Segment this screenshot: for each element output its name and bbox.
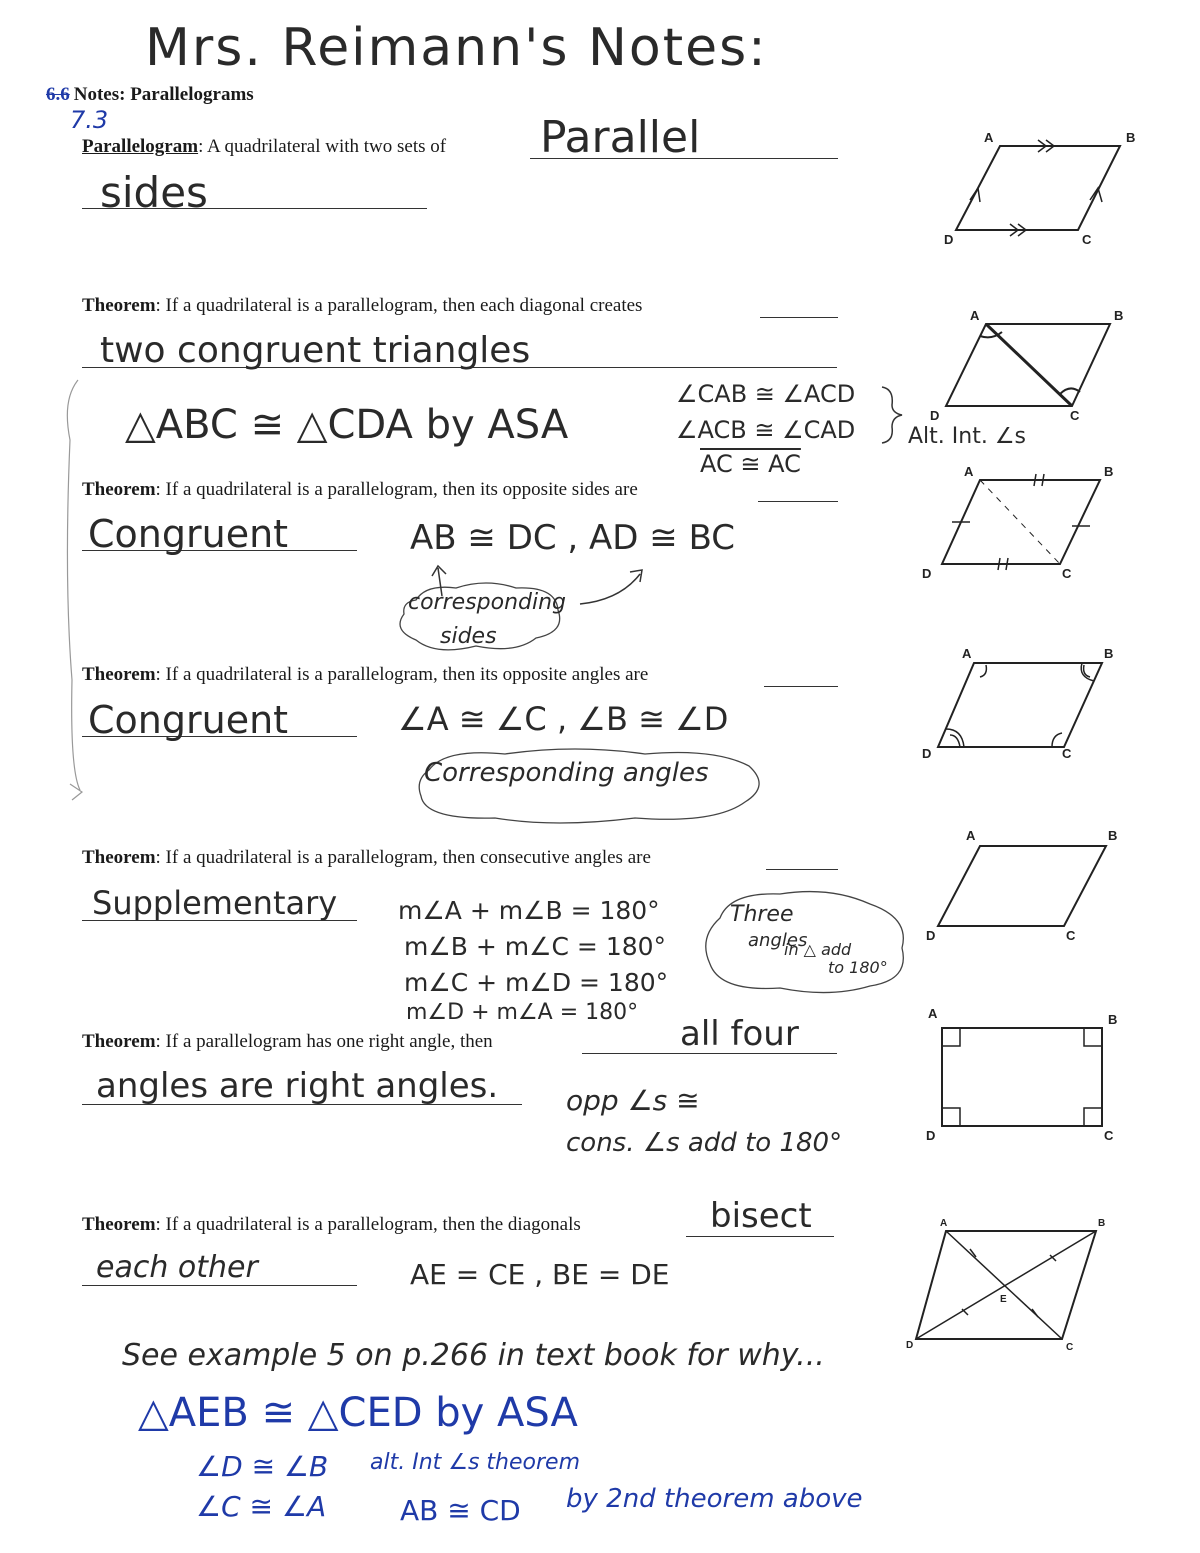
theorem-4-note-1: Three <box>730 902 794 927</box>
figure-5-label-c: C <box>1066 928 1076 943</box>
theorem-1-proof: △ABC ≅ △CDA by ASA <box>125 402 569 448</box>
figure-4-label-d: D <box>922 746 932 761</box>
parallelogram-figure-2 <box>930 310 1130 420</box>
figure-4-label-a: A <box>962 646 972 661</box>
theorem-lead: Theorem <box>82 847 156 868</box>
arrow-icon <box>420 560 660 610</box>
definition-body: : A quadrilateral with two sets of <box>198 136 447 157</box>
theorem-1-body: : If a quadrilateral is a parallelogram, then each diagonal creates <box>155 295 643 316</box>
theorem-3-detail: ∠A ≅ ∠C , ∠B ≅ ∠D <box>398 700 729 738</box>
footer-sides: AB ≅ CD <box>400 1494 521 1527</box>
section-number: 6.6 <box>46 84 70 105</box>
figure-6-label-b: B <box>1108 1012 1118 1027</box>
footer-proof: △AEB ≅ △CED by ASA <box>138 1390 578 1436</box>
theorem-2-text <box>82 479 638 501</box>
theorem-4-note-4: to 180° <box>828 958 888 977</box>
figure-4-label-c: C <box>1062 746 1072 761</box>
theorem-1-reason: Alt. Int. ∠s <box>908 424 1027 449</box>
figure-6-label-c: C <box>1104 1128 1114 1143</box>
definition-answer-2: sides <box>100 168 208 217</box>
theorem-5-answer-1: all four <box>680 1014 799 1054</box>
figure-3-label-a: A <box>964 464 974 479</box>
theorem-4-note-2: angles <box>748 930 808 951</box>
section-heading <box>46 84 254 106</box>
figure-7-label-d: D <box>906 1340 914 1351</box>
footer-reason: alt. Int ∠s theorem <box>370 1450 581 1475</box>
parallelogram-figure-5 <box>930 838 1130 938</box>
theorem-6-answer-1: bisect <box>710 1196 812 1236</box>
figure-5-label-a: A <box>966 828 976 843</box>
parallelogram-figure-7 <box>910 1225 1110 1345</box>
theorem-1-reason-2: ∠ACB ≅ ∠CAD <box>676 416 856 444</box>
figure-4-label-b: B <box>1104 646 1114 661</box>
theorem-2-answer: Congruent <box>88 512 289 556</box>
theorem-3-note: Corresponding angles <box>424 758 709 788</box>
footer-line-1: ∠D ≅ ∠B <box>196 1450 329 1483</box>
theorem-4-eq-4: m∠D + m∠A = 180° <box>406 1000 639 1025</box>
theorem-3-answer: Congruent <box>88 698 289 742</box>
theorem-2-detail: AB ≅ DC , AD ≅ BC <box>410 518 736 558</box>
figure-1-label-a: A <box>984 130 994 145</box>
theorem-lead: Theorem <box>82 479 156 500</box>
theorem-6-text <box>82 1214 581 1236</box>
figure-3-label-b: B <box>1104 464 1114 479</box>
parallelogram-figure-1 <box>930 130 1130 250</box>
theorem-1-reason-3: AC ≅ AC <box>700 450 801 478</box>
theorem-3-text <box>82 664 648 686</box>
theorem-5-note-2: cons. ∠s add to 180° <box>566 1128 843 1158</box>
margin-bracket <box>60 380 100 800</box>
figure-7-label-e: E <box>1000 1294 1007 1305</box>
footer-see-example: See example 5 on p.266 in text book for why... <box>122 1338 825 1373</box>
theorem-5-text <box>82 1031 493 1053</box>
figure-2-label-b: B <box>1114 308 1124 323</box>
figure-7-label-c: C <box>1066 1342 1074 1353</box>
theorem-1-reason-1: ∠CAB ≅ ∠ACD <box>676 380 856 408</box>
figure-3-label-d: D <box>922 566 932 581</box>
theorem-5-answer-2: angles are right angles. <box>96 1066 499 1106</box>
section-corrected: 7.3 <box>70 106 109 134</box>
theorem-5-body: : If a parallelogram has one right angle, then <box>155 1031 493 1052</box>
definition-term: Parallelogram <box>82 136 199 157</box>
figure-2-label-d: D <box>930 408 940 423</box>
footer-line-2: ∠C ≅ ∠A <box>196 1490 327 1523</box>
parallelogram-figure-3 <box>930 470 1130 580</box>
theorem-4-eq-3: m∠C + m∠D = 180° <box>404 968 669 997</box>
theorem-4-text <box>82 847 651 869</box>
figure-3-label-c: C <box>1062 566 1072 581</box>
theorem-6-body: : If a quadrilateral is a parallelogram, then the diagonals <box>155 1214 581 1235</box>
brace-icon <box>880 385 910 445</box>
theorem-2-body: : If a quadrilateral is a parallelogram, then its opposite sides are <box>155 479 638 500</box>
figure-7-label-a: A <box>940 1218 948 1229</box>
theorem-4-answer: Supplementary <box>92 884 338 922</box>
theorem-lead: Theorem <box>82 664 156 685</box>
theorem-4-body: : If a quadrilateral is a parallelogram, then consecutive angles are <box>155 847 651 868</box>
parallelogram-figure-4 <box>930 655 1130 765</box>
section-label: Notes: Parallelograms <box>73 84 254 105</box>
figure-1-label-c: C <box>1082 232 1092 247</box>
definition-text <box>82 136 446 158</box>
theorem-4-eq-1: m∠A + m∠B = 180° <box>398 896 660 925</box>
theorem-1-text <box>82 295 642 317</box>
theorem-lead: Theorem <box>82 1031 156 1052</box>
footer-sides-reason: by 2nd theorem above <box>566 1484 863 1514</box>
figure-2-label-c: C <box>1070 408 1080 423</box>
theorem-1-answer: two congruent triangles <box>100 330 531 371</box>
rectangle-figure <box>930 1020 1120 1140</box>
theorem-lead: Theorem <box>82 1214 156 1235</box>
figure-1-label-b: B <box>1126 130 1136 145</box>
definition-answer-1: Parallel <box>540 112 701 163</box>
figure-6-label-a: A <box>928 1006 938 1021</box>
figure-7-label-b: B <box>1098 1218 1106 1229</box>
theorem-lead: Theorem <box>82 295 156 316</box>
page-title: Mrs. Reimann's Notes: <box>145 18 768 78</box>
figure-6-label-d: D <box>926 1128 936 1143</box>
theorem-4-eq-2: m∠B + m∠C = 180° <box>404 932 667 961</box>
theorem-3-body: : If a quadrilateral is a parallelogram, then its opposite angles are <box>155 664 649 685</box>
figure-5-label-d: D <box>926 928 936 943</box>
figure-1-label-d: D <box>944 232 954 247</box>
theorem-5-note-1: opp ∠s ≅ <box>566 1084 700 1117</box>
theorem-6-answer-2: each other <box>96 1250 258 1285</box>
figure-5-label-b: B <box>1108 828 1118 843</box>
theorem-2-note-2: sides <box>440 624 497 649</box>
theorem-6-detail: AE = CE , BE = DE <box>410 1258 670 1291</box>
theorem-4-note-3: in △ add <box>784 940 852 959</box>
figure-2-label-a: A <box>970 308 980 323</box>
theorem-2-note-1: corresponding <box>408 590 566 615</box>
